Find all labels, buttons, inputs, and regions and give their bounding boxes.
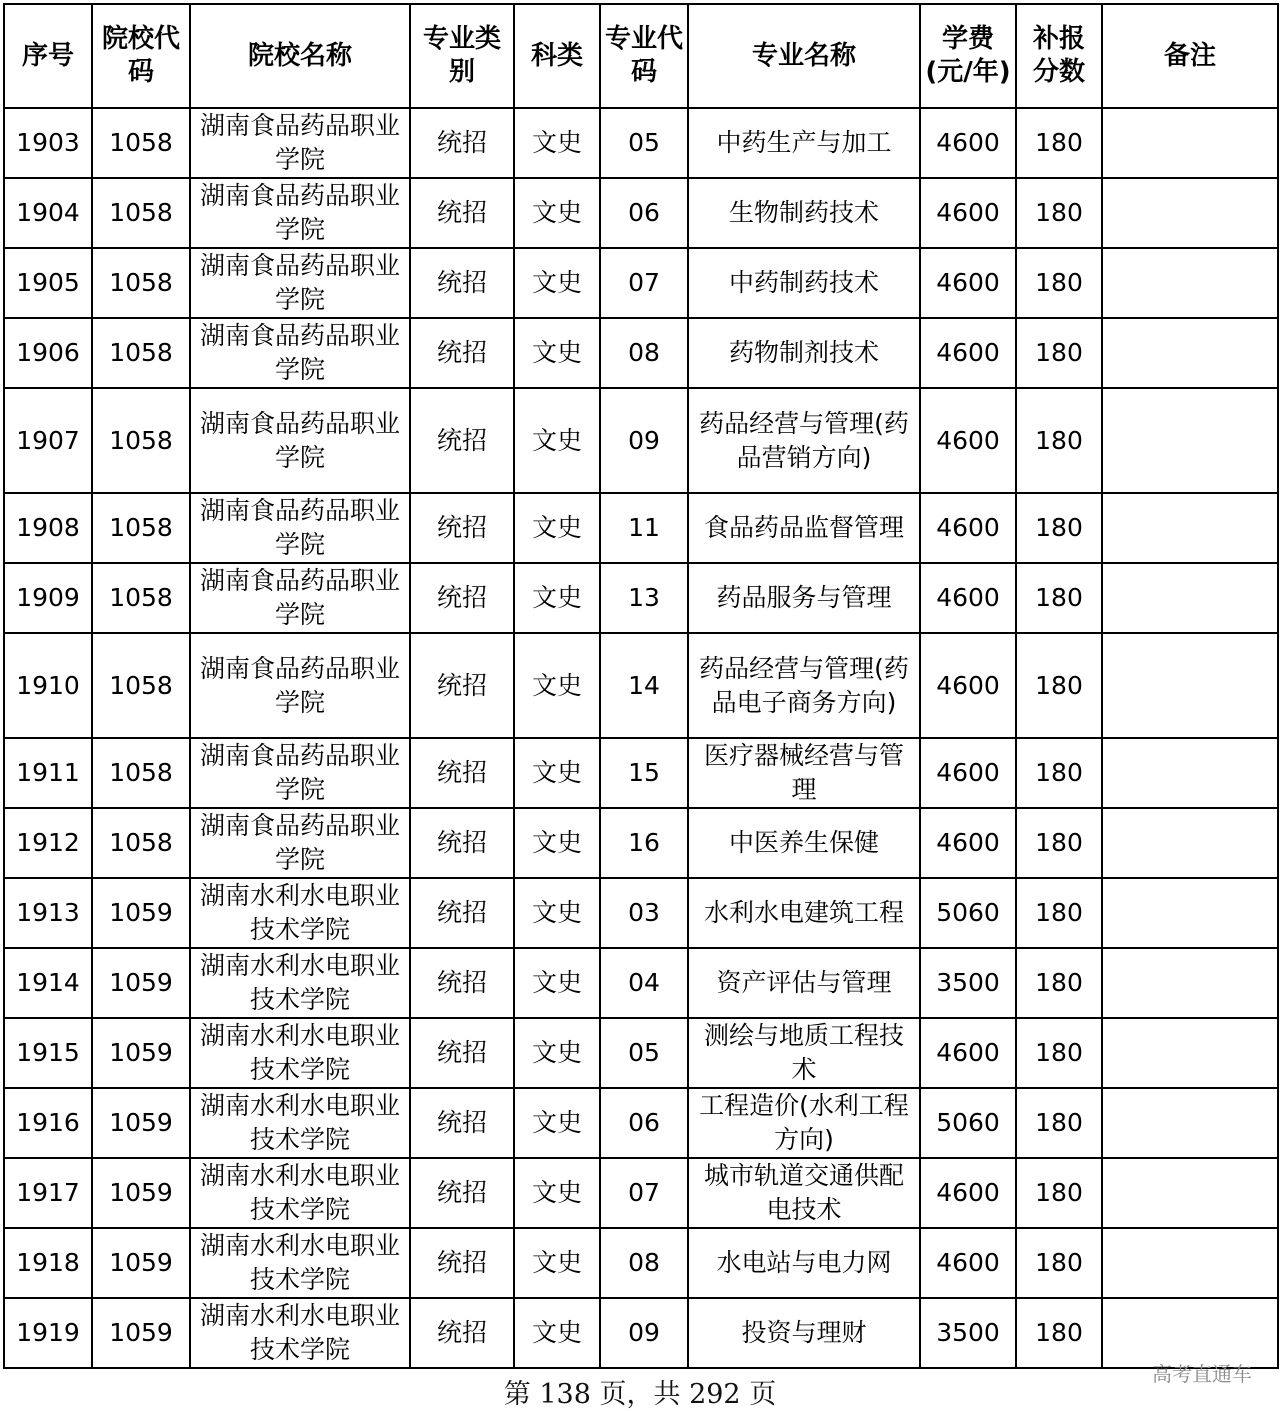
table-row (4, 318, 1278, 388)
subject-cell: 文史 (514, 1018, 600, 1088)
subject-cell: 文史 (514, 948, 600, 1018)
remarks-cell (1102, 878, 1278, 948)
supplement-score-cell: 180 (1016, 738, 1102, 808)
major-name-cell: 药品服务与管理 (688, 563, 920, 633)
supplement-score-cell: 180 (1016, 493, 1102, 563)
subject-cell: 文史 (514, 1228, 600, 1298)
major-category-cell: 统招 (410, 248, 514, 318)
major-code-cell: 13 (600, 563, 688, 633)
tuition-cell: 4600 (920, 563, 1016, 633)
school-code-cell: 1059 (92, 948, 190, 1018)
school-code-cell: 1059 (92, 1228, 190, 1298)
remarks-cell (1102, 1088, 1278, 1158)
supplement-score-cell: 180 (1016, 388, 1102, 493)
remarks-cell (1102, 388, 1278, 493)
supplement-score-cell: 180 (1016, 878, 1102, 948)
supplement-score-cell: 180 (1016, 248, 1102, 318)
school-code-cell: 1058 (92, 493, 190, 563)
major-name-cell: 工程造价(水利工程方向) (688, 1088, 920, 1158)
school-name-cell: 湖南水利水电职业技术学院 (190, 948, 410, 1018)
major-category-cell: 统招 (410, 738, 514, 808)
remarks-cell (1102, 808, 1278, 878)
tuition-cell: 4600 (920, 1158, 1016, 1228)
serial-no-cell: 1915 (4, 1018, 92, 1088)
remarks-cell (1102, 318, 1278, 388)
col-header-subject: 科类 (514, 4, 600, 108)
major-code-cell: 03 (600, 878, 688, 948)
major-name-cell: 水电站与电力网 (688, 1228, 920, 1298)
table-row (4, 878, 1278, 948)
serial-no-cell: 1913 (4, 878, 92, 948)
major-category-cell: 统招 (410, 1228, 514, 1298)
tuition-cell: 4600 (920, 493, 1016, 563)
table-row (4, 948, 1278, 1018)
tuition-cell: 4600 (920, 318, 1016, 388)
serial-no-cell: 1905 (4, 248, 92, 318)
major-code-cell: 04 (600, 948, 688, 1018)
major-category-cell: 统招 (410, 563, 514, 633)
major-category-cell: 统招 (410, 1018, 514, 1088)
major-code-cell: 08 (600, 1228, 688, 1298)
subject-cell: 文史 (514, 878, 600, 948)
table-row (4, 388, 1278, 493)
subject-cell: 文史 (514, 633, 600, 738)
school-code-cell: 1059 (92, 1018, 190, 1088)
supplement-score-cell: 180 (1016, 1298, 1102, 1368)
table-row (4, 1088, 1278, 1158)
major-code-cell: 05 (600, 108, 688, 178)
table-row (4, 493, 1278, 563)
table-row (4, 633, 1278, 738)
major-category-cell: 统招 (410, 318, 514, 388)
school-name-cell: 湖南食品药品职业学院 (190, 563, 410, 633)
school-code-cell: 1058 (92, 178, 190, 248)
serial-no-cell: 1910 (4, 633, 92, 738)
subject-cell: 文史 (514, 248, 600, 318)
remarks-cell (1102, 1228, 1278, 1298)
supplement-score-cell: 180 (1016, 318, 1102, 388)
table-row (4, 108, 1278, 178)
major-category-cell: 统招 (410, 808, 514, 878)
major-category-cell: 统招 (410, 388, 514, 493)
school-code-cell: 1058 (92, 248, 190, 318)
major-category-cell: 统招 (410, 878, 514, 948)
subject-cell: 文史 (514, 318, 600, 388)
col-header-school-name: 院校名称 (190, 4, 410, 108)
table-row (4, 1298, 1278, 1368)
school-name-cell: 湖南水利水电职业技术学院 (190, 1088, 410, 1158)
major-code-cell: 09 (600, 388, 688, 493)
major-category-cell: 统招 (410, 633, 514, 738)
major-category-cell: 统招 (410, 178, 514, 248)
major-name-cell: 医疗器械经营与管理 (688, 738, 920, 808)
major-code-cell: 11 (600, 493, 688, 563)
school-name-cell: 湖南食品药品职业学院 (190, 318, 410, 388)
supplement-score-cell: 180 (1016, 808, 1102, 878)
table-row (4, 248, 1278, 318)
school-name-cell: 湖南水利水电职业技术学院 (190, 878, 410, 948)
tuition-cell: 4600 (920, 633, 1016, 738)
tuition-cell: 4600 (920, 1228, 1016, 1298)
major-code-cell: 14 (600, 633, 688, 738)
major-code-cell: 07 (600, 1158, 688, 1228)
major-code-cell: 16 (600, 808, 688, 878)
remarks-cell (1102, 1158, 1278, 1228)
remarks-cell (1102, 738, 1278, 808)
col-header-supplement-score: 补报分数 (1016, 4, 1102, 108)
school-code-cell: 1058 (92, 108, 190, 178)
major-category-cell: 统招 (410, 493, 514, 563)
col-header-major-name: 专业名称 (688, 4, 920, 108)
page-number-footer: 第 138 页，共 292 页 (503, 1379, 777, 1410)
major-code-cell: 07 (600, 248, 688, 318)
school-name-cell: 湖南食品药品职业学院 (190, 808, 410, 878)
tuition-cell: 4600 (920, 1018, 1016, 1088)
major-name-cell: 中药制药技术 (688, 248, 920, 318)
subject-cell: 文史 (514, 388, 600, 493)
remarks-cell (1102, 178, 1278, 248)
remarks-cell (1102, 493, 1278, 563)
major-category-cell: 统招 (410, 1298, 514, 1368)
remarks-cell (1102, 948, 1278, 1018)
table-row (4, 1158, 1278, 1228)
subject-cell: 文史 (514, 563, 600, 633)
tuition-cell: 4600 (920, 248, 1016, 318)
school-name-cell: 湖南食品药品职业学院 (190, 248, 410, 318)
watermark-text: 高考直通车 (1152, 1362, 1252, 1386)
subject-cell: 文史 (514, 178, 600, 248)
major-category-cell: 统招 (410, 1088, 514, 1158)
serial-no-cell: 1917 (4, 1158, 92, 1228)
supplement-score-cell: 180 (1016, 563, 1102, 633)
remarks-cell (1102, 1018, 1278, 1088)
major-name-cell: 水利水电建筑工程 (688, 878, 920, 948)
major-name-cell: 测绘与地质工程技术 (688, 1018, 920, 1088)
supplement-score-cell: 180 (1016, 948, 1102, 1018)
serial-no-cell: 1919 (4, 1298, 92, 1368)
table-body (4, 108, 1278, 1368)
major-name-cell: 药品经营与管理(药品电子商务方向) (688, 633, 920, 738)
school-name-cell: 湖南食品药品职业学院 (190, 633, 410, 738)
table-row (4, 1228, 1278, 1298)
major-code-cell: 08 (600, 318, 688, 388)
subject-cell: 文史 (514, 1298, 600, 1368)
major-category-cell: 统招 (410, 948, 514, 1018)
serial-no-cell: 1918 (4, 1228, 92, 1298)
remarks-cell (1102, 563, 1278, 633)
major-code-cell: 15 (600, 738, 688, 808)
school-name-cell: 湖南食品药品职业学院 (190, 493, 410, 563)
tuition-cell: 4600 (920, 738, 1016, 808)
header-row (4, 4, 1278, 108)
tuition-cell: 4600 (920, 108, 1016, 178)
school-name-cell: 湖南水利水电职业技术学院 (190, 1018, 410, 1088)
supplement-score-cell: 180 (1016, 1018, 1102, 1088)
major-name-cell: 投资与理财 (688, 1298, 920, 1368)
major-code-cell: 06 (600, 1088, 688, 1158)
supplement-score-cell: 180 (1016, 1228, 1102, 1298)
table-row (4, 563, 1278, 633)
col-header-major-code: 专业代码 (600, 4, 688, 108)
col-header-major-category: 专业类别 (410, 4, 514, 108)
tuition-cell: 4600 (920, 808, 1016, 878)
school-name-cell: 湖南食品药品职业学院 (190, 738, 410, 808)
school-code-cell: 1058 (92, 388, 190, 493)
col-header-serial-no: 序号 (4, 4, 92, 108)
school-name-cell: 湖南水利水电职业技术学院 (190, 1158, 410, 1228)
supplement-score-cell: 180 (1016, 108, 1102, 178)
serial-no-cell: 1903 (4, 108, 92, 178)
serial-no-cell: 1908 (4, 493, 92, 563)
tuition-cell: 4600 (920, 388, 1016, 493)
school-code-cell: 1058 (92, 633, 190, 738)
school-code-cell: 1059 (92, 1158, 190, 1228)
school-code-cell: 1058 (92, 808, 190, 878)
subject-cell: 文史 (514, 738, 600, 808)
major-name-cell: 城市轨道交通供配电技术 (688, 1158, 920, 1228)
school-code-cell: 1059 (92, 1088, 190, 1158)
tuition-cell: 3500 (920, 1298, 1016, 1368)
school-code-cell: 1058 (92, 738, 190, 808)
table-row (4, 178, 1278, 248)
subject-cell: 文史 (514, 1088, 600, 1158)
major-name-cell: 中医养生保健 (688, 808, 920, 878)
tuition-cell: 5060 (920, 878, 1016, 948)
col-header-remarks: 备注 (1102, 4, 1278, 108)
col-header-school-code: 院校代码 (92, 4, 190, 108)
major-name-cell: 资产评估与管理 (688, 948, 920, 1018)
major-name-cell: 生物制药技术 (688, 178, 920, 248)
serial-no-cell: 1906 (4, 318, 92, 388)
serial-no-cell: 1911 (4, 738, 92, 808)
remarks-cell (1102, 108, 1278, 178)
serial-no-cell: 1914 (4, 948, 92, 1018)
remarks-cell (1102, 248, 1278, 318)
admission-table (3, 3, 1279, 1369)
tuition-cell: 4600 (920, 178, 1016, 248)
serial-no-cell: 1909 (4, 563, 92, 633)
supplement-score-cell: 180 (1016, 1158, 1102, 1228)
major-category-cell: 统招 (410, 1158, 514, 1228)
table-row (4, 1018, 1278, 1088)
remarks-cell (1102, 633, 1278, 738)
major-name-cell: 食品药品监督管理 (688, 493, 920, 563)
school-name-cell: 湖南水利水电职业技术学院 (190, 1228, 410, 1298)
school-name-cell: 湖南食品药品职业学院 (190, 388, 410, 493)
subject-cell: 文史 (514, 493, 600, 563)
supplement-score-cell: 180 (1016, 1088, 1102, 1158)
serial-no-cell: 1904 (4, 178, 92, 248)
subject-cell: 文史 (514, 808, 600, 878)
major-code-cell: 09 (600, 1298, 688, 1368)
major-code-cell: 06 (600, 178, 688, 248)
major-code-cell: 05 (600, 1018, 688, 1088)
major-name-cell: 中药生产与加工 (688, 108, 920, 178)
school-code-cell: 1059 (92, 878, 190, 948)
serial-no-cell: 1916 (4, 1088, 92, 1158)
tuition-cell: 5060 (920, 1088, 1016, 1158)
tuition-cell: 3500 (920, 948, 1016, 1018)
col-header-tuition: 学费(元/年) (920, 4, 1016, 108)
serial-no-cell: 1912 (4, 808, 92, 878)
table-row (4, 738, 1278, 808)
major-name-cell: 药物制剂技术 (688, 318, 920, 388)
major-category-cell: 统招 (410, 108, 514, 178)
supplement-score-cell: 180 (1016, 633, 1102, 738)
subject-cell: 文史 (514, 108, 600, 178)
school-code-cell: 1059 (92, 1298, 190, 1368)
subject-cell: 文史 (514, 1158, 600, 1228)
school-code-cell: 1058 (92, 318, 190, 388)
supplement-score-cell: 180 (1016, 178, 1102, 248)
school-name-cell: 湖南食品药品职业学院 (190, 178, 410, 248)
table-row (4, 808, 1278, 878)
school-name-cell: 湖南食品药品职业学院 (190, 108, 410, 178)
major-name-cell: 药品经营与管理(药品营销方向) (688, 388, 920, 493)
school-name-cell: 湖南水利水电职业技术学院 (190, 1298, 410, 1368)
serial-no-cell: 1907 (4, 388, 92, 493)
school-code-cell: 1058 (92, 563, 190, 633)
